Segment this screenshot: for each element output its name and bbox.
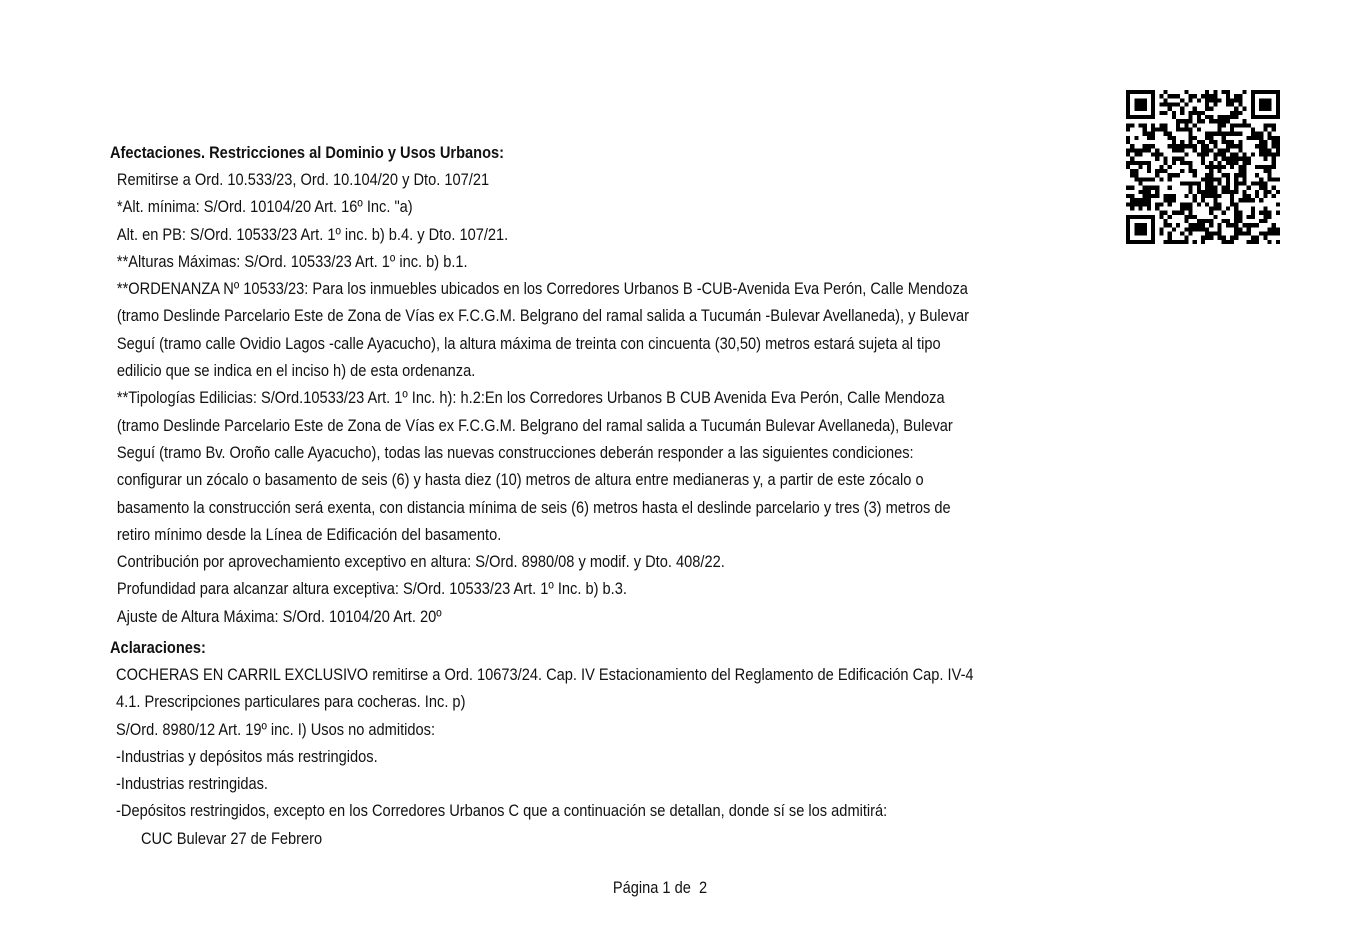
text-line: Remitirse a Ord. 10.533/23, Ord. 10.104/20 y Dto. 107/21 <box>116 170 490 189</box>
text-line: CUC Bulevar 27 de Febrero <box>140 828 323 848</box>
text-line: Seguí (tramo calle Ovidio Lagos -calle Ayacucho), la altura máxima de treinta con cincuenta (30,50) metros estará sujeta al tipo <box>116 333 941 353</box>
text-line: **Tipologías Edilicias: S/Ord.10533/23 Art. 1º Inc. h): h.2:En los Corredores Urbanos B CUB Avenida Eva Perón, Calle Mendoza <box>116 388 945 408</box>
text-line: edilicio que se indica en el inciso h) de esta ordenanza. <box>116 361 476 381</box>
section-title: Aclaraciones: <box>110 638 206 657</box>
section-title: Afectaciones. Restricciones al Dominio y Usos Urbanos: <box>110 143 505 162</box>
aclaraciones-section <box>110 637 1120 852</box>
qr-code <box>1126 90 1280 244</box>
text-line: (tramo Deslinde Parcelario Este de Zona de Vías ex F.C.G.M. Belgrano del ramal salida a Tucumán Bulevar Avellaneda), Bulevar <box>116 415 953 435</box>
text-line: -Depósitos restringidos, excepto en los Corredores Urbanos C que a continuación se detallan, donde sí se los admitirá: <box>116 801 888 821</box>
text-line: Seguí (tramo Bv. Oroño calle Ayacucho), todas las nuevas construcciones deberán responder a las siguientes condiciones: <box>116 442 914 462</box>
afectaciones-section <box>110 142 1120 630</box>
text-line: -Industrias y depósitos más restringidos. <box>116 746 378 766</box>
text-line: configurar un zócalo o basamento de seis (6) y hasta diez (10) metros de altura entre medianeras y, a partir de este zócalo o <box>116 470 924 490</box>
text-line: **Alturas Máximas: S/Ord. 10533/23 Art. 1º inc. b) b.1. <box>116 251 468 271</box>
text-line: 4.1. Prescripciones particulares para cocheras. Inc. p) <box>116 692 466 712</box>
text-line: COCHERAS EN CARRIL EXCLUSIVO remitirse a Ord. 10673/24. Cap. IV Estacionamiento del Reglamento de Edificación Cap. IV-4 <box>116 665 974 684</box>
text-line: Alt. en PB: S/Ord. 10533/23 Art. 1º inc. b) b.4. y Dto. 107/21. <box>116 224 509 244</box>
text-line: **ORDENANZA Nº 10533/23: Para los inmuebles ubicados en los Corredores Urbanos B -CUB-Avenida Eva Perón, Calle Mendoza <box>116 279 968 299</box>
page-label: Página 1 de <box>612 878 691 897</box>
text-line: -Industrias restringidas. <box>116 774 268 794</box>
page-total: 2 <box>699 878 708 897</box>
text-line: Contribución por aprovechamiento exceptivo en altura: S/Ord. 8980/08 y modif. y Dto. 408/22. <box>116 552 725 572</box>
text-line: retiro mínimo desde la Línea de Edificación del basamento. <box>116 524 502 544</box>
text-line: S/Ord. 8980/12 Art. 19º inc. I) Usos no admitidos: <box>116 719 436 739</box>
text-line: *Alt. mínima: S/Ord. 10104/20 Art. 16º Inc. "a) <box>116 197 413 217</box>
text-line: Ajuste de Altura Máxima: S/Ord. 10104/20 Art. 20º <box>116 606 442 626</box>
page-footer <box>574 878 746 898</box>
text-line: basamento la construcción será exenta, con distancia mínima de seis (6) metros hasta el deslinde parcelario y tres (3) metros de <box>116 497 951 517</box>
text-line: Profundidad para alcanzar altura exceptiva: S/Ord. 10533/23 Art. 1º Inc. b) b.3. <box>116 579 627 599</box>
text-line: (tramo Deslinde Parcelario Este de Zona de Vías ex F.C.G.M. Belgrano del ramal salida a Tucumán -Bulevar Avellaneda), y Bulevar <box>116 306 970 326</box>
